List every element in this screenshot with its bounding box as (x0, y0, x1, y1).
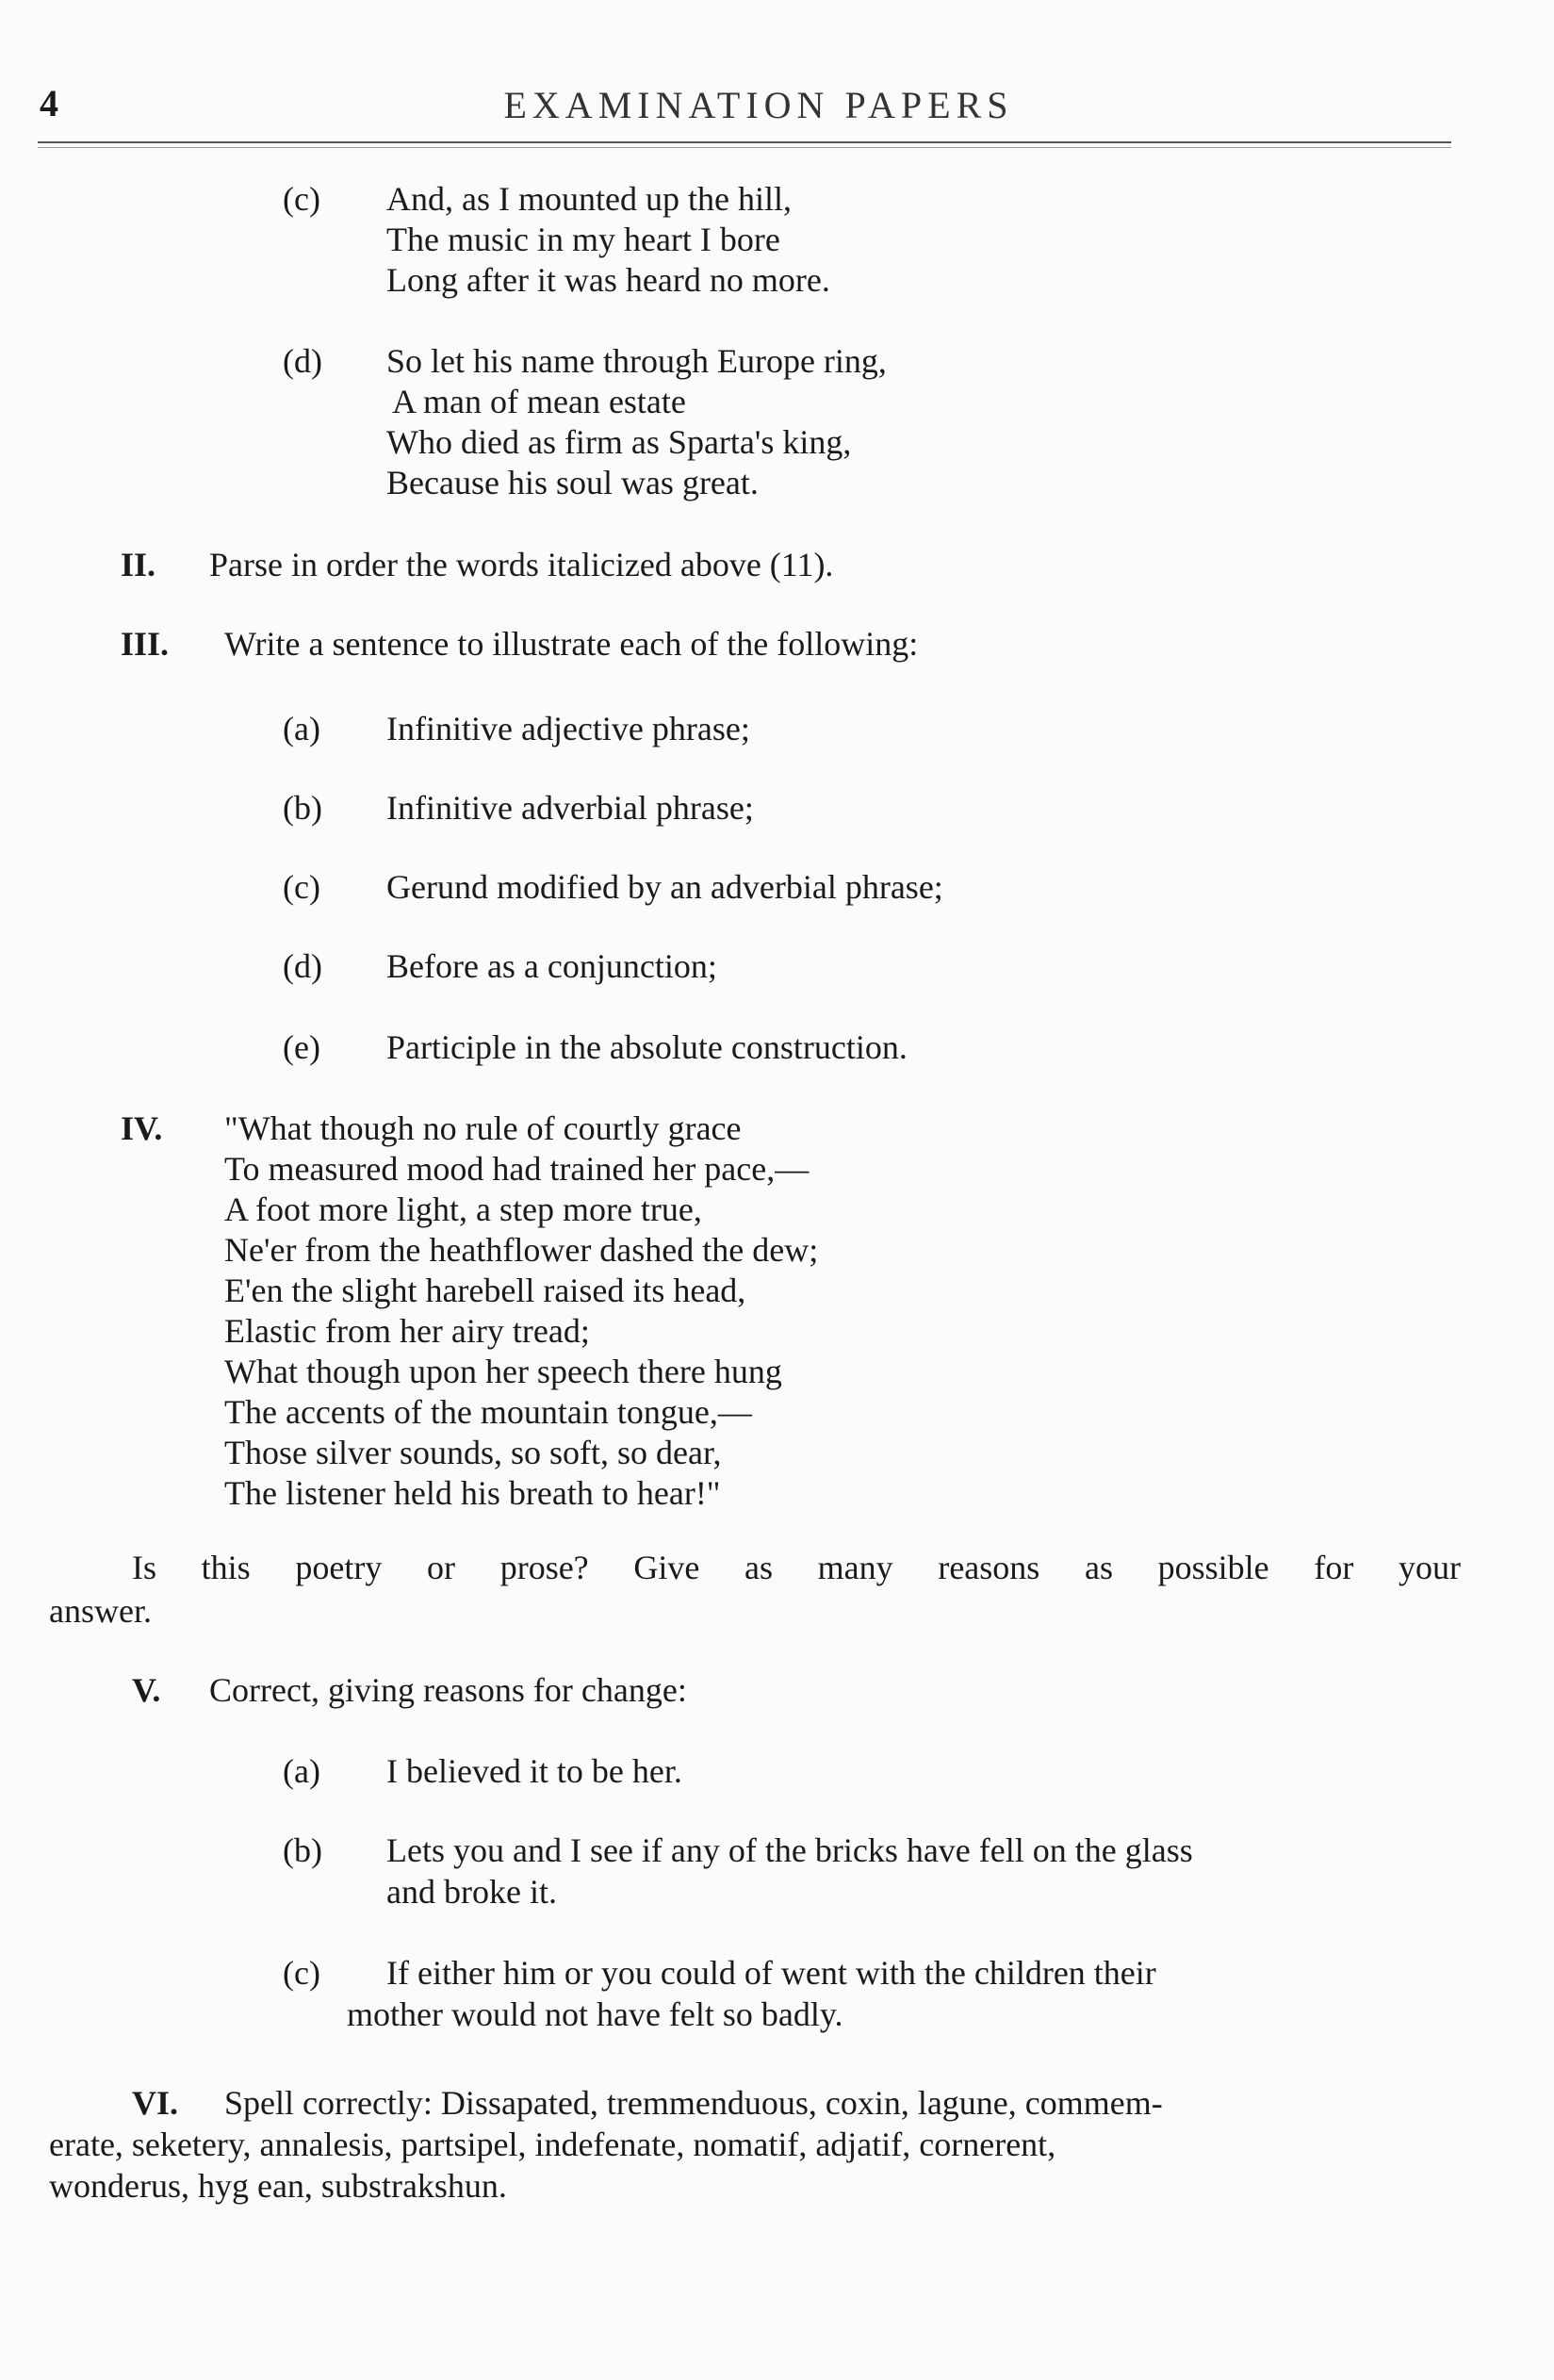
stanza-d (386, 341, 887, 503)
poem-line: E'en the slight harebell raised its head, (224, 1272, 746, 1309)
item-text: Infinitive adjective phrase; (386, 710, 750, 747)
poem-line: The listener held his breath to hear!" (224, 1474, 721, 1512)
item-label-a: (a) (283, 1752, 320, 1790)
question-iv-text-cont: answer. (49, 1592, 152, 1630)
stanza-line: A man of mean estate (392, 383, 686, 420)
item-label-d: (d) (283, 342, 322, 380)
question-ii-text: Parse in order the words italicized above (11). (209, 546, 834, 583)
question-vi-text: Spell correctly: Dissapated, tremmenduous, coxin, lagune, commem- (224, 2084, 1163, 2122)
item-text: If either him or you could of went with the children their (386, 1954, 1156, 1992)
item-text-cont: mother would not have felt so badly. (347, 1995, 843, 2033)
item-text: Before as a conjunction; (386, 947, 717, 985)
poem-line: Elastic from her airy tread; (224, 1312, 590, 1350)
stanza-c (386, 179, 830, 301)
item-text: Infinitive adverbial phrase; (386, 789, 754, 827)
question-numeral-iii: III. (121, 625, 170, 663)
stanza-line: Because his soul was great. (386, 464, 759, 501)
question-numeral-v: V. (132, 1671, 161, 1709)
stanza-line: And, as I mounted up the hill, (386, 180, 792, 218)
item-label: (c) (283, 868, 320, 906)
item-label: (d) (283, 947, 322, 985)
poem-line: To measured mood had trained her pace,— (224, 1150, 810, 1188)
running-title: EXAMINATION PAPERS (503, 84, 1014, 126)
header-rule-thin (38, 147, 1451, 148)
question-numeral-vi: VI. (132, 2084, 179, 2122)
question-numeral-iv: IV. (121, 1109, 163, 1147)
item-text: I believed it to be her. (386, 1752, 682, 1790)
poem-line: What though upon her speech there hung (224, 1353, 782, 1390)
question-numeral-ii: II. (121, 546, 156, 583)
item-label-c: (c) (283, 1954, 320, 1992)
question-vi-text-cont: erate, seketery, annalesis, partsipel, indefenate, nomatif, adjatif, cornerent, (49, 2126, 1056, 2163)
item-label: (a) (283, 710, 320, 747)
item-text: Gerund modified by an adverbial phrase; (386, 868, 943, 906)
question-vi-text-cont: wonderus, hyg ean, substrakshun. (49, 2167, 507, 2205)
poem-line: The accents of the mountain tongue,— (224, 1393, 752, 1431)
stanza-line: The music in my heart I bore (386, 221, 780, 258)
poem (224, 1108, 818, 1514)
stanza-line: Long after it was heard no more. (386, 261, 830, 299)
item-label: (b) (283, 789, 322, 827)
item-text: Participle in the absolute construction. (386, 1028, 908, 1066)
question-v-prompt: Correct, giving reasons for change: (209, 1671, 687, 1709)
poem-line: Ne'er from the heathflower dashed the dew; (224, 1231, 819, 1269)
poem-line: "What though no rule of courtly grace (224, 1109, 742, 1147)
question-iii-prompt: Write a sentence to illustrate each of the following: (224, 625, 919, 663)
item-label-c: (c) (283, 180, 320, 218)
page-number: 4 (40, 82, 58, 124)
item-text-cont: and broke it. (386, 1873, 557, 1911)
header-rule (38, 141, 1451, 143)
question-iv-text: Is this poetry or prose? Give as many reasons as possible for your (132, 1549, 1461, 1586)
item-text: Lets you and I see if any of the bricks have fell on the glass (386, 1831, 1193, 1869)
stanza-line: So let his name through Europe ring, (386, 342, 887, 380)
poem-line: Those silver sounds, so soft, so dear, (224, 1434, 722, 1471)
stanza-line: Who died as firm as Sparta's king, (386, 423, 852, 461)
page-header (38, 75, 1480, 141)
item-label: (e) (283, 1028, 320, 1066)
poem-line: A foot more light, a step more true, (224, 1190, 702, 1228)
item-label-b: (b) (283, 1831, 322, 1869)
